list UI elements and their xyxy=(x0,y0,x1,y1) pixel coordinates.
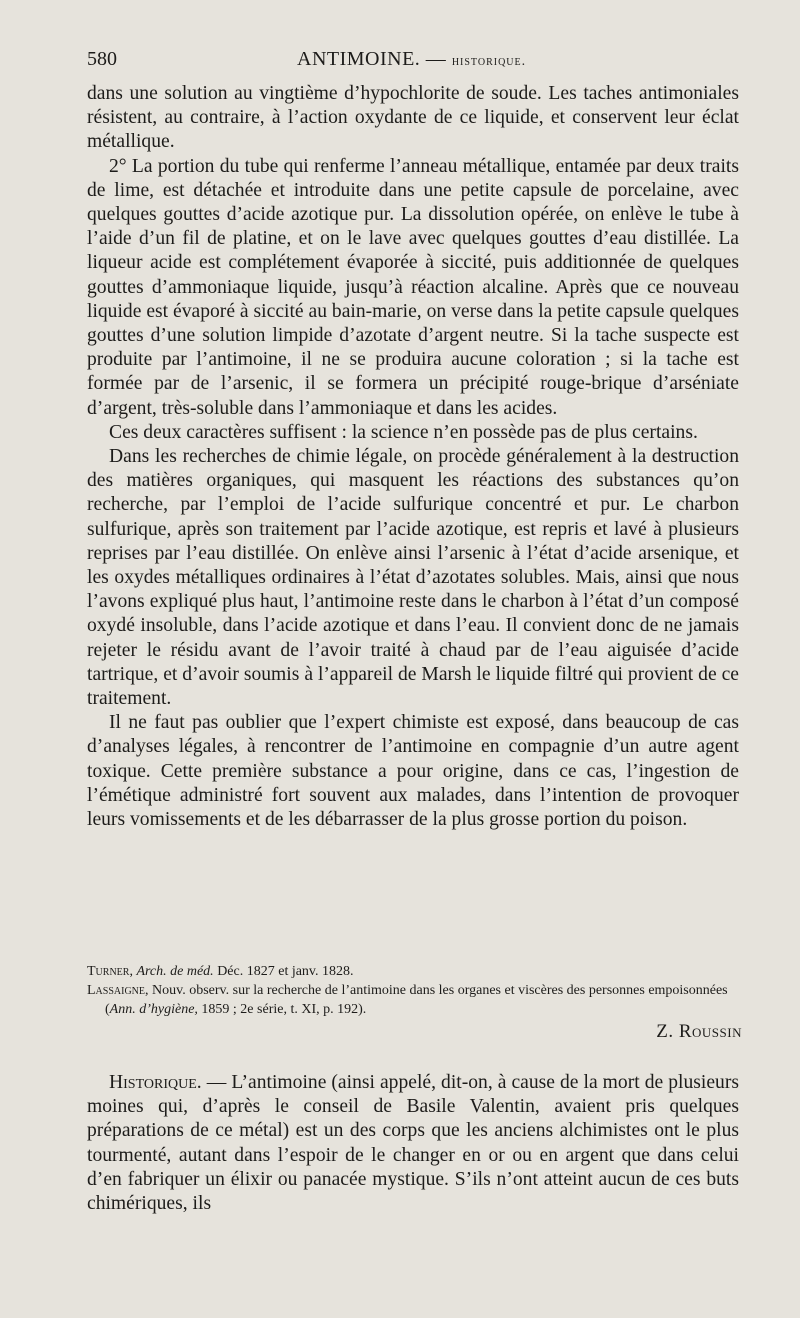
section-text: — L’antimoine (ainsi appelé, dit-on, à cause de la mort de plusieurs moines qui, d’après le conseil de Basile Valentin, avaient pris quelques préparations de ce métal) est un des corps que les anciens alchimistes ont le plus tourmenté, autant dans l’espoir de le changer en or ou en argent que dans celui d’en fabriquer un élixir ou panacée mystique. S’ils n’ont atteint aucun de ces buts chimériques, ils xyxy=(87,1072,739,1215)
paragraph: Il ne faut pas oublier que l’expert chimiste est exposé, dans beaucoup de cas d’analyses légales, à rencontrer de l’antimoine en compagnie d’un autre agent toxique. Cette première substance a pour origine, dans ce cas, l’ingestion de l’émétique administré fort souvent aux malades, dans l’intention de provoquer leurs vomissements et de les débarrasser de la plus grosse portion du poison. xyxy=(87,712,739,831)
section-label: Historique. xyxy=(109,1072,202,1093)
signature-initial: Z. xyxy=(656,1021,674,1042)
page-number: 580 xyxy=(87,48,117,70)
paragraph xyxy=(87,1071,739,1216)
reference-author: Turner, xyxy=(87,964,133,979)
signature-name: Roussin xyxy=(678,1021,742,1042)
references xyxy=(87,962,739,1019)
reference-author: Lassaigne, xyxy=(87,983,149,998)
reference-detail: 1859 ; 2e série, t. XI, p. 192). xyxy=(201,1002,367,1017)
paragraph: Ces deux caractères suffisent : la science n’en possède pas de plus certains. xyxy=(109,421,698,443)
historique-section xyxy=(87,1071,739,1216)
reference-detail: Déc. 1827 et janv. 1828. xyxy=(217,964,354,979)
paragraph: dans une solution au vingtième d’hypochlorite de soude. Les taches antimoniales résistent, au contraire, à l’action oxydante de ce liquide, et conservent leur éclat métallique. xyxy=(87,83,739,153)
running-header xyxy=(87,48,742,76)
paragraph: Dans les recherches de chimie légale, on procède généralement à la destruction des matières organiques, qui masquent les réactions des substances qu’on recherche, par l’emploi de l’acide sulfurique concentré et pur. Le charbon sulfurique, après son traitement par l’acide azotique, est repris et lavé à plusieurs reprises par l’eau distillée. On enlève ainsi l’arsenic à l’état d’acide arsenique, et les oxydes métalliques ordinaires à l’état d’azotates solubles. Mais, ainsi que nous l’avons expliqué plus haut, l’antimoine reste dans le charbon à l’état d’un composé oxydé insoluble, dans l’acide azotique et dans l’eau. Il convient donc de ne jamais rejeter le résidu avant de l’avoir traité à chaud par de l’eau aiguisée d’acide tartrique, et d’avoir soumis à l’appareil de Marsh le liquide filtré qui provient de ce traitement. xyxy=(87,446,739,710)
reference-source: Arch. de méd. xyxy=(136,964,214,979)
reference-title: Nouv. observ. sur la recherche de l’antimoine dans les organes et viscères des personnes empoisonnées ( xyxy=(105,983,728,1017)
paragraph: 2° La portion du tube qui renferme l’anneau métallique, entamée par deux traits de lime, est détachée et introduite dans une petite capsule de porcelaine, avec quelques gouttes d’acide azotique pur. La dissolution opérée, on enlève le tube à l’aide d’un fil de platine, et on le lave avec quelques gouttes d’eau distillée. La liqueur acide est complétement évaporée à siccité, puis additionnée de quelques gouttes d’ammoniaque liquide, jusqu’à réaction alcaline. Après que ce nouveau liquide est évaporé à siccité au bain-marie, on verse dans la petite capsule quelques gouttes d’une solution limpide d’azotate d’argent neutre. Si la tache suspecte est produite par l’antimoine, il ne se produira aucune coloration ; si la tache est formée par de l’arsenic, il se formera un précipité rouge-brique d’arséniate d’argent, très-soluble dans l’ammoniaque et dans les acides. xyxy=(87,155,739,419)
running-title-main: ANTIMOINE. — xyxy=(297,48,447,70)
reference-source: Ann. d’hygiène, xyxy=(109,1002,198,1017)
running-title-sub: historique. xyxy=(451,54,527,69)
main-text xyxy=(87,82,739,832)
reference-item xyxy=(87,962,739,981)
reference-item xyxy=(87,981,739,1019)
author-signature xyxy=(656,1021,742,1043)
running-title xyxy=(297,48,526,71)
